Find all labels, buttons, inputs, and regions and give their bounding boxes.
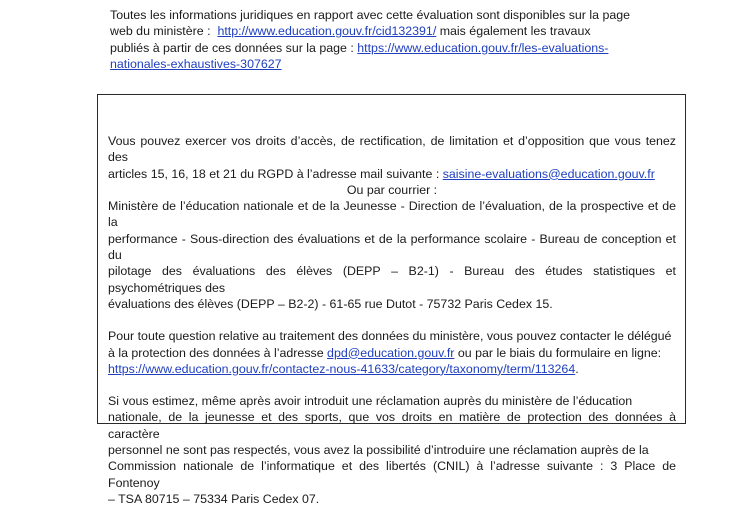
intro-paragraph (110, 7, 676, 72)
cnil-line-3: personnel ne sont pas respectés, vous avez la possibilité d’introduire une réclamation auprès de la (108, 443, 649, 458)
rgpd-box-content (108, 133, 676, 507)
rights-line-2-prefix: articles 15, 16, 18 et 21 du RGPD à l’adresse mail suivante : (108, 166, 443, 181)
paragraph-gap (108, 312, 676, 328)
dpo-line-3-end: . (575, 361, 579, 376)
intro-line-2-suffix: mais également les travaux (436, 24, 591, 39)
cnil-line-4: Commission nationale de l’informatique et des libertés (CNIL) à l’adresse suivante : 3 Place de Fontenoy (108, 459, 676, 490)
dpo-line-2-prefix: à la protection des données à l’adresse (108, 345, 328, 360)
address-line-4: évaluations des élèves (DEPP – B2-2) - 61-65 rue Dutot - 75732 Paris Cedex 15. (108, 296, 553, 311)
rights-line-1: Vous pouvez exercer vos droits d’accès, de rectification, de limitation et d’opposition que vous tenez des (108, 134, 676, 165)
dpo-line-3 (108, 361, 676, 377)
intro-line-4 (110, 56, 676, 72)
mail-heading: Ou par courrier : (346, 182, 438, 197)
address-line-3: pilotage des évaluations des élèves (DEPP – B2-1) - Bureau des études statistiques et psychométriques des (108, 264, 676, 295)
education-cid-link[interactable]: http://www.education.gouv.fr/cid132391/ (217, 24, 437, 39)
cnil-line-5: – TSA 80715 – 75334 Paris Cedex 07. (108, 491, 320, 506)
address-line-1: Ministère de l’éducation nationale et de la Jeunesse - Direction de l’évaluation, de la prospective et de la (108, 199, 676, 230)
saisine-email-link[interactable]: saisine-evaluations@education.gouv.fr (442, 166, 655, 181)
rights-paragraph (108, 133, 676, 312)
intro-line-1: Toutes les informations juridiques en rapport avec cette évaluation sont disponibles sur la page (110, 8, 631, 22)
paragraph-gap (108, 377, 676, 393)
contact-form-link[interactable]: https://www.education.gouv.fr/contactez-nous-41633/category/taxonomy/term/113264 (108, 361, 576, 376)
address-line-2: performance - Sous-direction des évaluations et de la performance scolaire - Bureau de conception et du (108, 231, 676, 263)
intro-line-2-prefix: web du ministère : (110, 24, 211, 39)
evaluations-nationales-link-part1[interactable]: https://www.education.gouv.fr/les-evaluations- (357, 40, 609, 55)
dpo-paragraph (108, 328, 676, 377)
intro-line-3-prefix: publiés à partir de ces données sur la page : (110, 40, 358, 55)
dpd-email-link[interactable]: dpd@education.gouv.fr (327, 345, 455, 360)
cnil-line-2: nationale, de la jeunesse et des sports, que vos droits en matière de protection des données à caractère (108, 410, 676, 441)
dpo-line-1: Pour toute question relative au traitement des données du ministère, vous pouvez contacter le délégué (108, 329, 672, 344)
dpo-line-2 (108, 345, 676, 361)
dpo-line-2-suffix: ou par le biais du formulaire en ligne: (454, 345, 662, 360)
rgpd-rights-box (97, 94, 686, 506)
cnil-line-1: Si vous estimez, même après avoir introduit une réclamation auprès du ministère de l’éducation (108, 394, 633, 409)
intro-line-3 (110, 40, 676, 56)
cnil-paragraph (108, 393, 676, 507)
rights-line-2 (108, 166, 676, 182)
intro-line-2 (110, 23, 676, 39)
evaluations-nationales-link-part2[interactable]: nationales-exhaustives-307627 (110, 56, 282, 71)
